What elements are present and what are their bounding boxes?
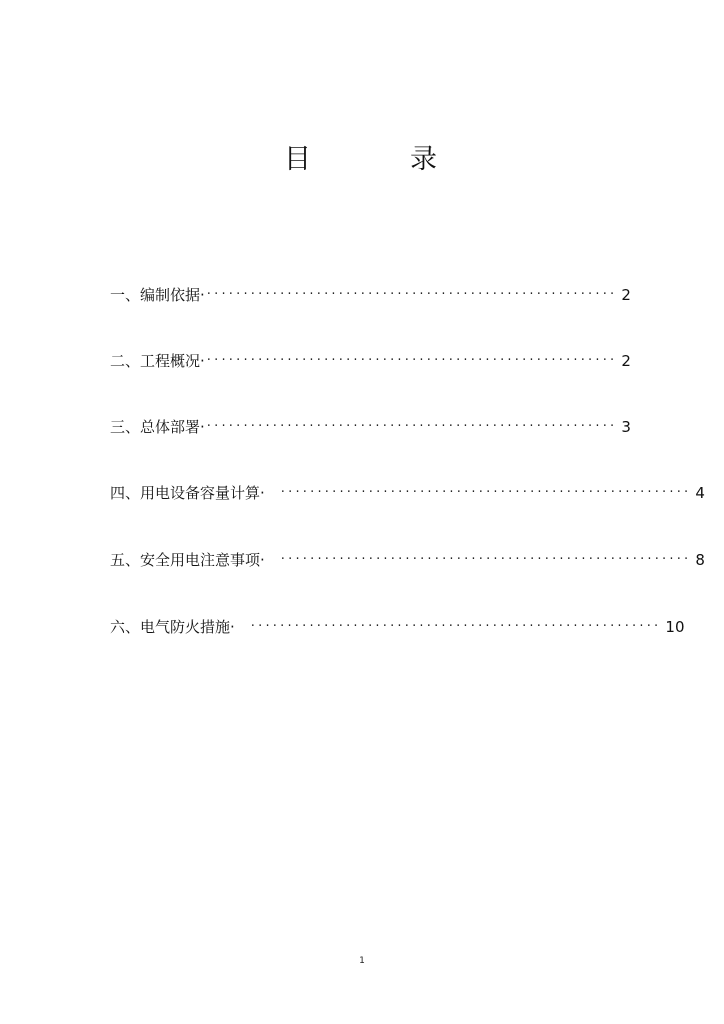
toc-entry[interactable] (110, 616, 685, 638)
toc-entry-label: 一、编制依据· (110, 286, 205, 304)
toc-entry-label: 二、工程概况· (110, 352, 205, 370)
toc-entry-page: 4 (695, 484, 705, 502)
toc-leader-dots: ························································ (280, 485, 692, 500)
page-number: 1 (359, 956, 365, 966)
toc-entry-page: 2 (621, 352, 631, 370)
toc-entry-label: 五、安全用电注意事项· (110, 551, 265, 569)
toc-entry[interactable] (110, 350, 631, 372)
toc-leader-dots: ························································ (206, 353, 618, 368)
toc-entry[interactable] (110, 482, 705, 504)
toc-entry-page: 2 (621, 286, 631, 304)
toc-entry-label: 三、总体部署· (110, 418, 205, 436)
toc-entry-label: 四、用电设备容量计算· (110, 484, 265, 502)
toc-leader-dots: ························································ (206, 419, 618, 434)
toc-leader-dots: ························································ (280, 552, 692, 567)
toc-entry[interactable] (110, 416, 631, 438)
page-title (0, 142, 724, 178)
toc-leader-dots: ························································ (206, 287, 618, 302)
title-char-lu: 录 (410, 144, 437, 175)
title-char-mu: 目 (284, 144, 311, 175)
toc-entry-page: 8 (695, 551, 705, 569)
toc-entry-label: 六、电气防火措施· (110, 618, 235, 636)
toc-entry-page: 10 (665, 618, 685, 636)
toc-entry[interactable] (110, 284, 631, 306)
toc-entry[interactable] (110, 549, 705, 571)
toc-entry-page: 3 (621, 418, 631, 436)
toc-leader-dots: ························································ (250, 619, 662, 634)
